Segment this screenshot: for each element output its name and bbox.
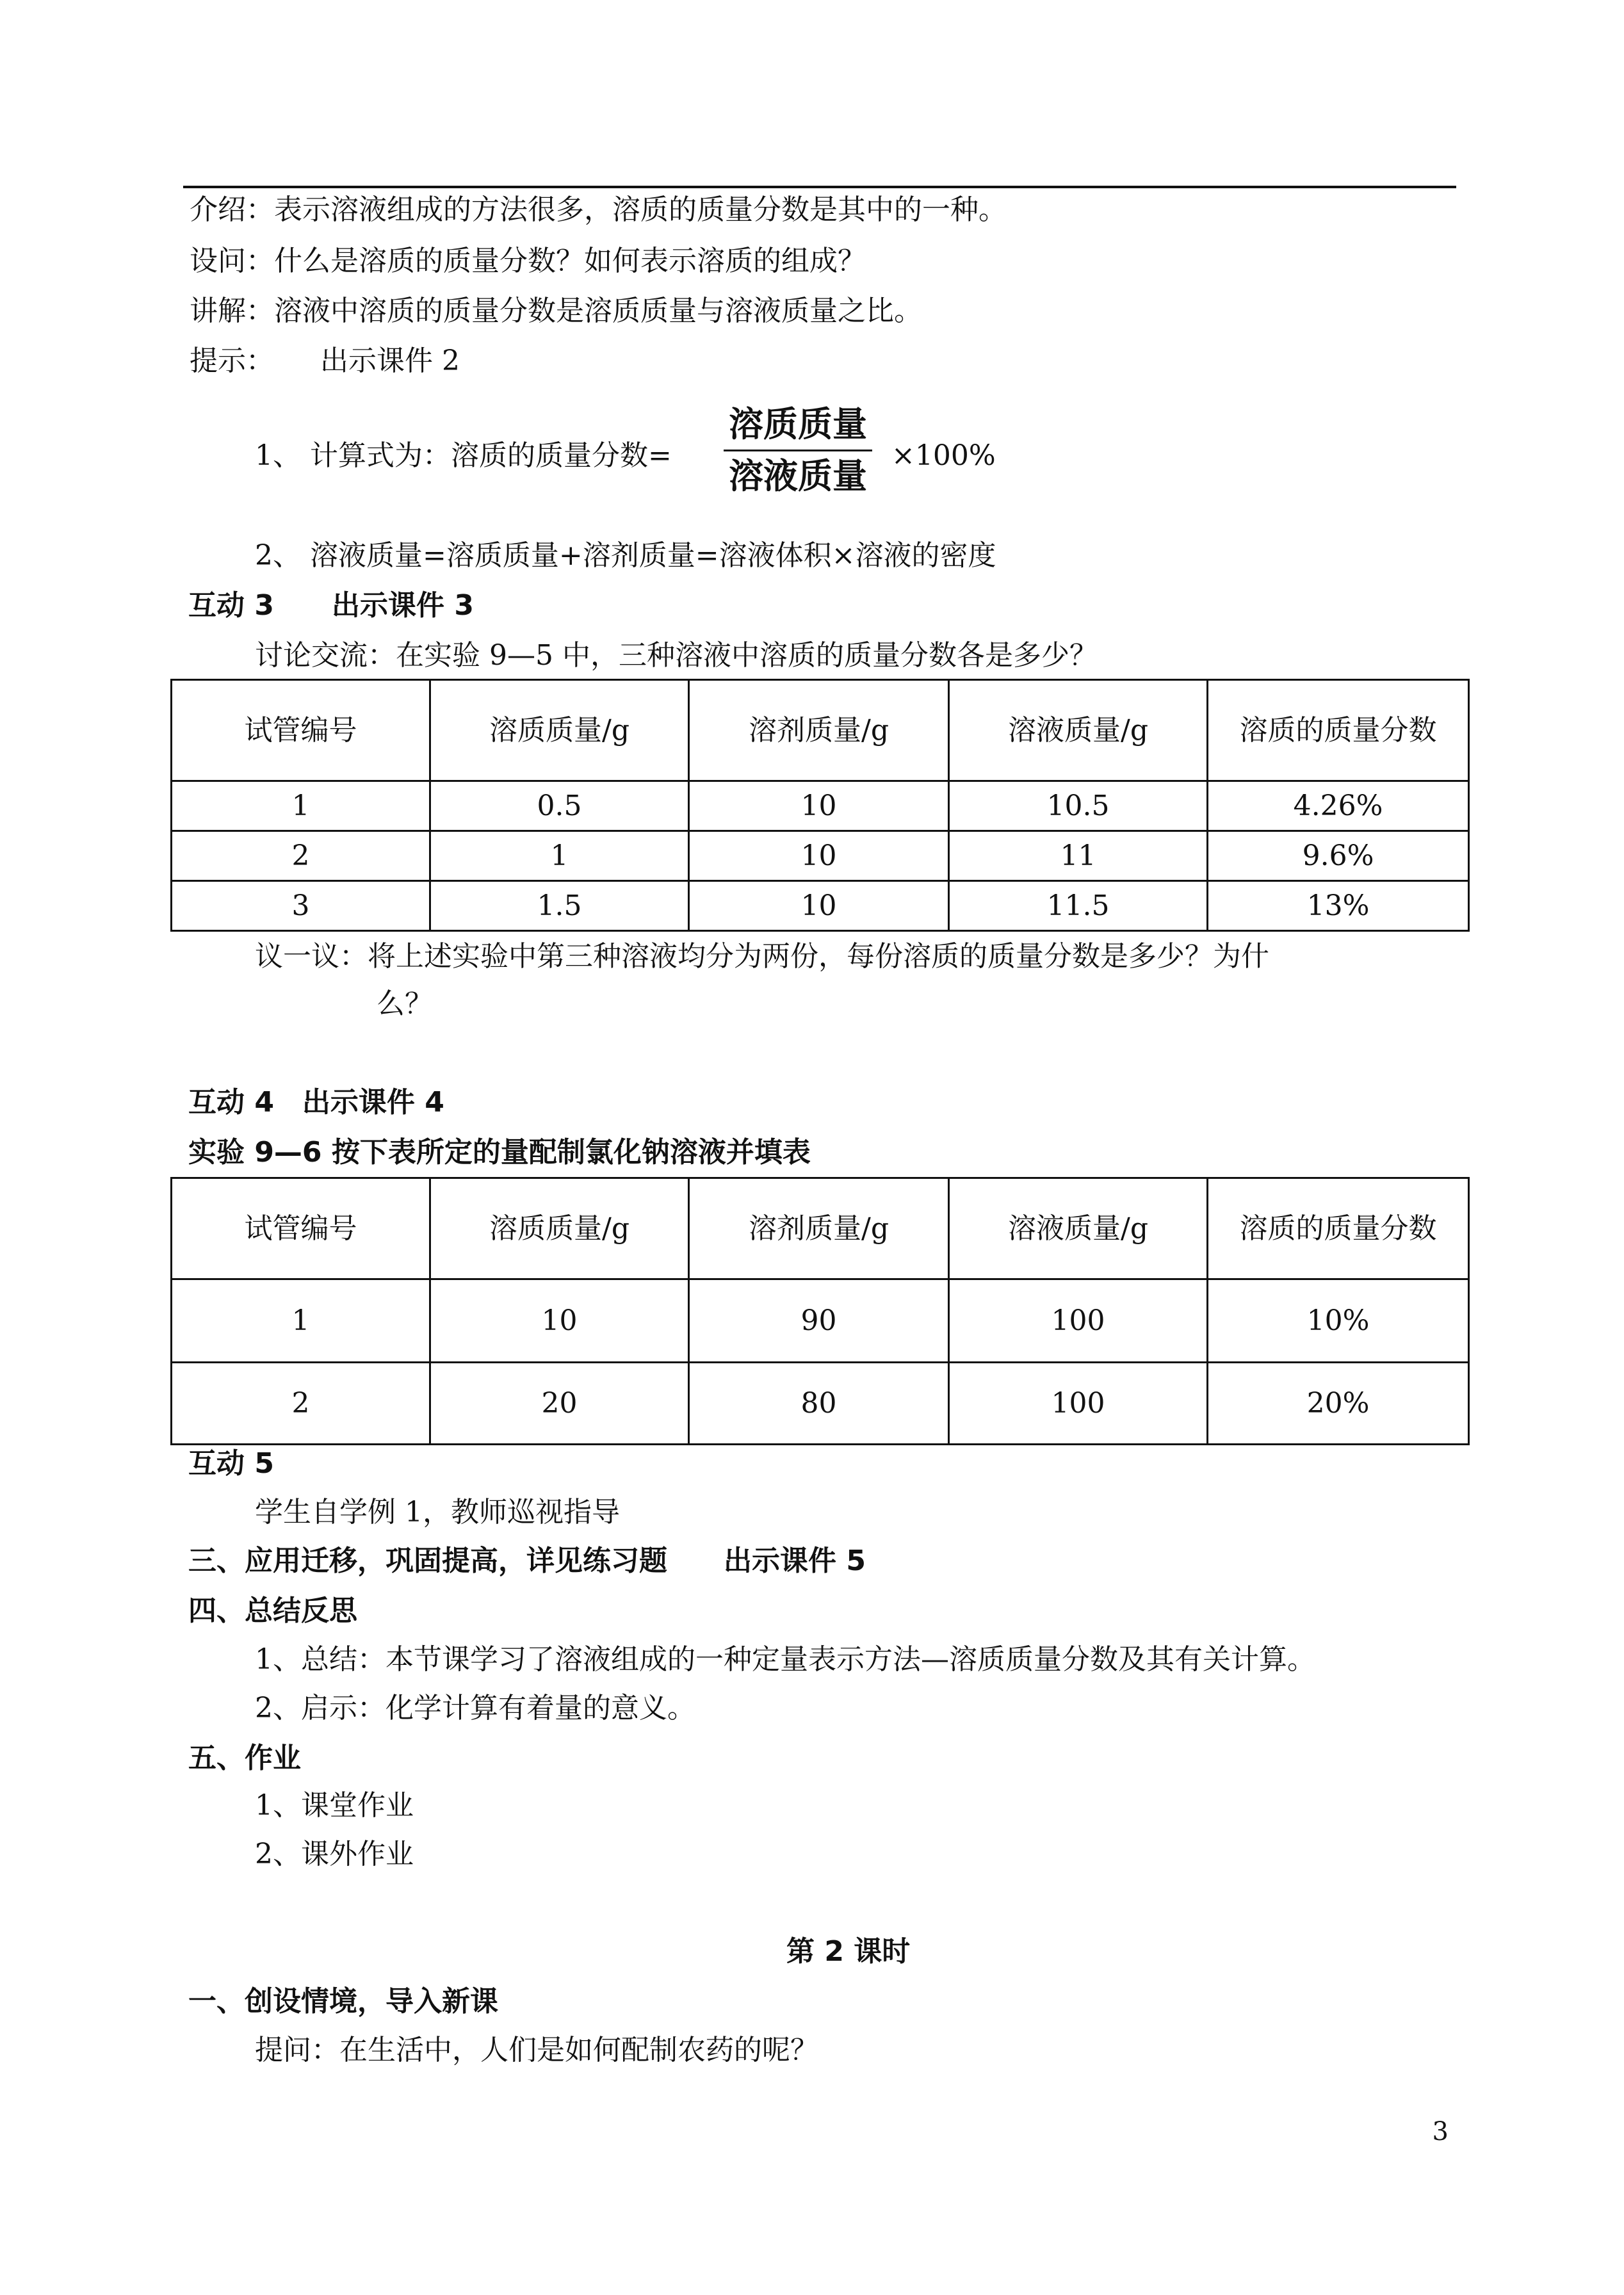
table-cell: 10 (430, 1279, 689, 1363)
table-row (172, 1363, 1469, 1445)
table-row (172, 831, 1469, 881)
section5-heading: 五、作业 (188, 1742, 301, 1774)
table-header-row (172, 680, 1469, 781)
discuss-line-2: 么？ (377, 987, 433, 1020)
table-cell: 11.5 (949, 881, 1208, 931)
header-cell: 试管编号 (172, 1178, 430, 1279)
table-cell: 80 (689, 1363, 949, 1445)
table-cell: 9.6% (1208, 831, 1469, 881)
intro-line: 介绍：表示溶液组成的方法很多，溶质的质量分数是其中的一种。 (190, 193, 1007, 226)
header-cell: 试管编号 (172, 680, 430, 781)
table-cell: 13% (1208, 881, 1469, 931)
formula-prefix: 1、 计算式为：溶质的质量分数= (255, 439, 672, 472)
table-cell: 4.26% (1208, 781, 1469, 831)
page-number: 3 (1432, 2117, 1449, 2146)
header-cell: 溶质的质量分数 (1208, 680, 1469, 781)
table-cell: 0.5 (430, 781, 689, 831)
header-cell: 溶液质量/g (949, 1178, 1208, 1279)
fraction-bar (724, 450, 872, 451)
header-cell: 溶质质量/g (430, 680, 689, 781)
header-cell: 溶剂质量/g (689, 680, 949, 781)
header-cell: 溶质的质量分数 (1208, 1178, 1469, 1279)
interact3-label: 互动 3 (188, 589, 274, 622)
header-rule (183, 186, 1456, 188)
lesson2-title: 第 2 课时 (786, 1935, 911, 1968)
lesson2-question: 提问：在生活中，人们是如何配制农药的呢？ (255, 2034, 818, 2066)
table-cell: 10 (689, 781, 949, 831)
interact3-text: 出示课件 3 (332, 589, 474, 622)
summary-line-1: 1、总结：本节课学习了溶液组成的一种定量表示方法—溶质质量分数及其有关计算。 (255, 1643, 1315, 1676)
table-cell: 2 (172, 831, 430, 881)
table-cell: 10 (689, 881, 949, 931)
section4-heading: 四、总结反思 (188, 1594, 357, 1627)
table-cell: 20 (430, 1363, 689, 1445)
table-row (172, 781, 1469, 831)
discuss-line-1: 议一议：将上述实验中第三种溶液均分为两份，每份溶质的质量分数是多少？为什 (255, 940, 1269, 973)
homework-item-2: 2、课外作业 (255, 1838, 414, 1870)
table-cell: 100 (949, 1279, 1208, 1363)
summary-line-2: 2、启示：化学计算有着量的意义。 (255, 1692, 695, 1724)
table-cell: 100 (949, 1363, 1208, 1445)
header-cell: 溶液质量/g (949, 680, 1208, 781)
header-cell: 溶剂质量/g (689, 1178, 949, 1279)
table-header-row (172, 1178, 1469, 1279)
lesson2-section1-heading: 一、创设情境，导入新课 (188, 1985, 498, 2018)
discussion-line: 讨论交流：在实验 9—5 中，三种溶液中溶质的质量分数各是多少？ (255, 639, 1098, 672)
hint-label: 提示： (190, 345, 274, 377)
table-cell: 10.5 (949, 781, 1208, 831)
hint-text: 出示课件 2 (320, 345, 460, 377)
explain-line: 讲解：溶液中溶质的质量分数是溶质质量与溶液质量之比。 (190, 295, 922, 327)
table-cell: 11 (949, 831, 1208, 881)
formula-denominator: 溶液质量 (729, 456, 867, 496)
formula-suffix: ×100% (891, 439, 996, 472)
table-cell: 3 (172, 881, 430, 931)
table-row (172, 881, 1469, 931)
table-cell: 2 (172, 1363, 430, 1445)
section3-heading: 三、应用迁移，巩固提高，详见练习题 出示课件 5 (188, 1545, 866, 1577)
experiment-heading: 实验 9—6 按下表所定的量配制氯化钠溶液并填表 (188, 1136, 811, 1169)
formula-numerator: 溶质质量 (729, 404, 867, 444)
interact4-heading: 互动 4 出示课件 4 (188, 1086, 444, 1119)
table-cell: 20% (1208, 1363, 1469, 1445)
table-cell: 10 (689, 831, 949, 881)
table-experiment-9-5 (170, 679, 1470, 932)
formula2-line: 2、 溶液质量=溶质质量+溶剂质量=溶液体积×溶液的密度 (255, 539, 996, 572)
table-cell: 10% (1208, 1279, 1469, 1363)
header-cell: 溶质质量/g (430, 1178, 689, 1279)
table-cell: 90 (689, 1279, 949, 1363)
table-cell: 1 (430, 831, 689, 881)
selfstudy-line: 学生自学例 1，教师巡视指导 (255, 1496, 620, 1529)
question-line: 设问：什么是溶质的质量分数？如何表示溶质的组成？ (190, 245, 866, 277)
table-cell: 1 (172, 1279, 430, 1363)
table-experiment-9-6 (170, 1177, 1470, 1445)
homework-item-1: 1、课堂作业 (255, 1789, 414, 1822)
table-cell: 1 (172, 781, 430, 831)
formula-fraction (724, 402, 872, 499)
interact5-heading: 互动 5 (188, 1447, 274, 1480)
table-row (172, 1279, 1469, 1363)
table-cell: 1.5 (430, 881, 689, 931)
